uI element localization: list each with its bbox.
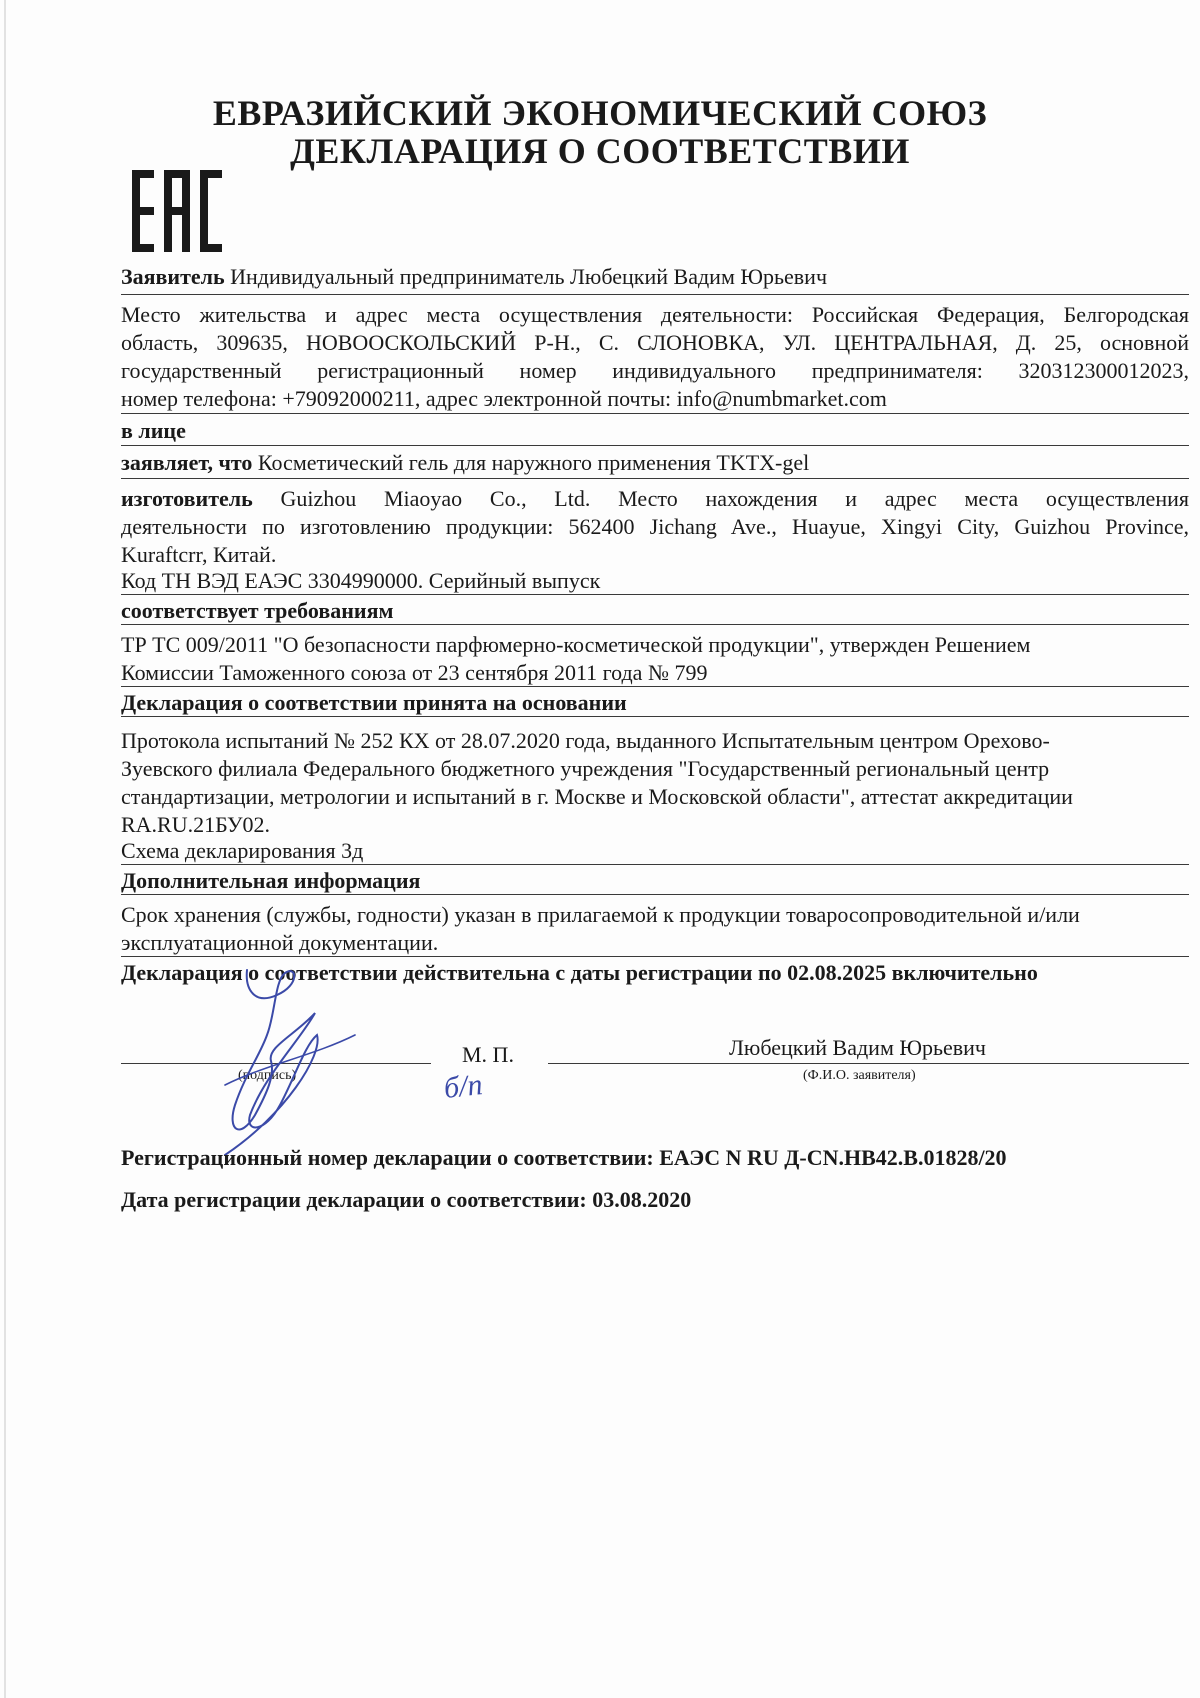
divider <box>121 294 1189 295</box>
basis-line-3: стандартизации, метрологии и испытаний в г. Москве и Московской области", аттестат аккредитации <box>121 784 1073 809</box>
divider <box>121 594 1189 595</box>
applicant-name: Индивидуальный предприниматель Любецкий Вадим Юрьевич <box>224 264 828 289</box>
divider <box>121 686 1189 687</box>
divider <box>121 716 1189 717</box>
requirements-label: соответствует требованиям <box>121 598 394 623</box>
basis-label: Декларация о соответствии принята на основании <box>121 690 627 715</box>
additional-line-2: эксплуатационной документации. <box>121 930 439 955</box>
applicant-address-line-2: область, 309635, НОВООСКОЛЬСКИЙ Р-Н., С. СЛОНОВКА, УЛ. ЦЕНТРАЛЬНАЯ, Д. 25, основной <box>121 330 1189 355</box>
handwritten-signature <box>205 965 365 1165</box>
signature-line <box>121 1063 431 1064</box>
divider <box>121 478 1189 479</box>
basis-line-4: RA.RU.21БУ02. <box>121 812 271 837</box>
basis-line-2: Зуевского филиала Федерального бюджетного учреждения "Государственный региональный центр <box>121 756 1050 781</box>
manufacturer-label: изготовитель <box>121 486 253 511</box>
stamp-label: М. П. <box>462 1042 514 1067</box>
divider <box>121 864 1189 865</box>
scan-edge <box>4 0 6 1698</box>
manufacturer-text: Guizhou Miaoyao Co., Ltd. Место нахождения и адрес места осуществления <box>252 486 1189 511</box>
product-line <box>121 450 1189 476</box>
requirements-line-2: Комиссии Таможенного союза от 23 сентября 2011 года № 799 <box>121 660 708 685</box>
validity-line: Декларация о соответствии действительна с даты регистрации по 02.08.2025 включительно <box>121 960 1038 985</box>
requirements-line-1: ТР ТС 009/2011 "О безопасности парфюмерно-косметической продукции", утвержден Решением <box>121 632 1031 657</box>
document-title: ДЕКЛАРАЦИЯ О СООТВЕТСТВИИ <box>290 131 910 171</box>
divider <box>121 956 1189 957</box>
basis-line-1: Протокола испытаний № 252 КХ от 28.07.2020 года, выданного Испытательным центром Орехово- <box>121 728 1050 753</box>
additional-line-1: Срок хранения (службы, годности) указан в прилагаемой к продукции товаросопроводительной и/или <box>121 902 1080 927</box>
signature-caption: (подпись) <box>238 1068 297 1083</box>
applicant-line <box>121 264 1189 290</box>
registration-number: Регистрационный номер декларации о соответствии: ЕАЭС N RU Д-CN.НВ42.В.01828/20 <box>121 1145 1007 1170</box>
name-caption: (Ф.И.О. заявителя) <box>803 1068 916 1083</box>
in-person-label: в лице <box>121 418 186 443</box>
additional-label: Дополнительная информация <box>121 868 421 893</box>
eac-logo <box>132 170 222 252</box>
union-title: ЕВРАЗИЙСКИЙ ЭКОНОМИЧЕСКИЙ СОЮЗ <box>212 93 988 133</box>
divider <box>121 445 1189 446</box>
applicant-address-line-1: Место жительства и адрес места осуществления деятельности: Российская Федерация, Белгородская <box>121 302 1189 327</box>
product-label: заявляет, что <box>121 450 253 475</box>
divider <box>121 413 1189 414</box>
manufacturer-line-3: Kuraftcrr, Китай. <box>121 542 277 567</box>
hs-code-line: Код ТН ВЭД ЕАЭС 3304990000. Серийный выпуск <box>121 568 601 593</box>
registration-date: Дата регистрации декларации о соответствии: 03.08.2020 <box>121 1187 692 1212</box>
product-text: Косметический гель для наружного применения TKTX-gel <box>252 450 810 475</box>
scheme-line: Схема декларирования 3д <box>121 838 364 863</box>
applicant-label: Заявитель <box>121 264 225 289</box>
applicant-full-name: Любецкий Вадим Юрьевич <box>729 1035 986 1060</box>
stamp-note: б/п <box>442 1068 485 1105</box>
applicant-address-line-3: государственный регистрационный номер индивидуального предпринимателя: 320312300012023, <box>121 358 1189 383</box>
applicant-address-line-4: номер телефона: +79092000211, адрес электронной почты: info@numbmarket.com <box>121 386 887 411</box>
manufacturer-line-1 <box>121 486 1189 512</box>
manufacturer-line-2: деятельности по изготовлению продукции: 562400 Jichang Ave., Huayue, Xingyi City, Guizhou Province, <box>121 514 1189 539</box>
divider <box>121 894 1189 895</box>
divider <box>121 624 1189 625</box>
name-line <box>548 1063 1189 1064</box>
